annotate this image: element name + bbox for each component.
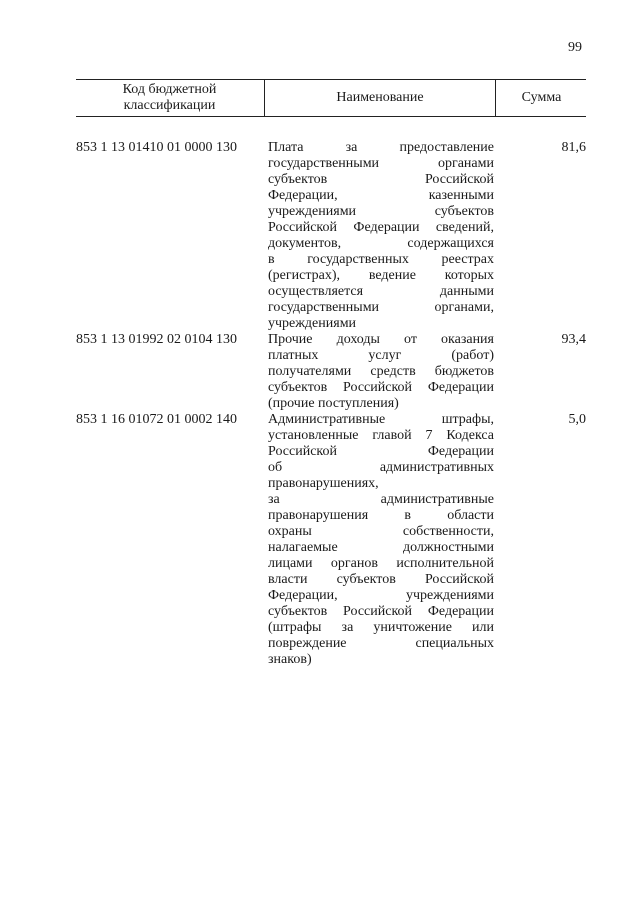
- name-cell: [268, 332, 494, 412]
- table-row: [76, 332, 586, 412]
- name-line: об административных: [268, 460, 494, 475]
- budget-code-cell: 853 1 13 01992 02 0104 130: [76, 332, 237, 347]
- name-line: Административные штрафы,: [268, 412, 494, 427]
- name-line: осуществляется данными: [268, 284, 494, 299]
- name-line: платных услуг (работ): [268, 348, 494, 363]
- table-body: [76, 140, 586, 668]
- table-header: [76, 79, 586, 117]
- name-line: (регистрах), ведение которых: [268, 268, 494, 283]
- name-line: Плата за предоставление: [268, 140, 494, 155]
- name-line: за административные: [268, 492, 494, 507]
- name-line: власти субъектов Российской: [268, 572, 494, 587]
- name-line: учреждениями субъектов: [268, 204, 494, 219]
- table-row: [76, 140, 586, 332]
- sum-cell: 5,0: [568, 412, 586, 427]
- name-line: субъектов Российской: [268, 172, 494, 187]
- name-line: Федерации, казенными: [268, 188, 494, 203]
- name-line: учреждениями: [268, 316, 357, 331]
- page-number: 99: [568, 40, 582, 55]
- budget-code-cell: 853 1 16 01072 01 0002 140: [76, 412, 237, 427]
- name-line: Российской Федерации: [268, 444, 494, 459]
- budget-code-cell: 853 1 13 01410 01 0000 130: [76, 140, 237, 155]
- budget-table: [76, 79, 586, 667]
- table-row: [76, 412, 586, 668]
- header-code-line-2: классификации: [123, 98, 216, 113]
- sum-cell: 81,6: [561, 140, 586, 155]
- name-line: Российской Федерации сведений,: [268, 220, 494, 235]
- name-line: правонарушениях,: [268, 476, 379, 491]
- name-cell: [268, 140, 494, 332]
- name-line: получателями средств бюджетов: [268, 364, 494, 379]
- name-line: знаков): [268, 652, 312, 667]
- name-line: охраны собственности,: [268, 524, 494, 539]
- name-cell: [268, 412, 494, 668]
- name-line: налагаемые должностными: [268, 540, 494, 555]
- name-line: субъектов Российской Федерации: [268, 604, 494, 619]
- header-sum: Сумма: [495, 80, 587, 116]
- name-line: субъектов Российской Федерации: [268, 380, 494, 395]
- name-line: (прочие поступления): [268, 396, 399, 411]
- header-name: Наименование: [264, 80, 495, 116]
- name-line: правонарушения в области: [268, 508, 494, 523]
- name-line: установленные главой 7 Кодекса: [268, 428, 494, 443]
- name-line: Прочие доходы от оказания: [268, 332, 494, 347]
- name-line: в государственных реестрах: [268, 252, 494, 267]
- name-line: лицами органов исполнительной: [268, 556, 494, 571]
- name-line: государственными органами: [268, 156, 494, 171]
- name-line: (штрафы за уничтожение или: [268, 620, 494, 635]
- sum-cell: 93,4: [561, 332, 586, 347]
- name-line: документов, содержащихся: [268, 236, 494, 251]
- header-code-line-1: Код бюджетной: [122, 82, 217, 97]
- name-line: Федерации, учреждениями: [268, 588, 494, 603]
- name-line: государственными органами,: [268, 300, 494, 315]
- name-line: повреждение специальных: [268, 636, 494, 651]
- header-code: [76, 80, 263, 116]
